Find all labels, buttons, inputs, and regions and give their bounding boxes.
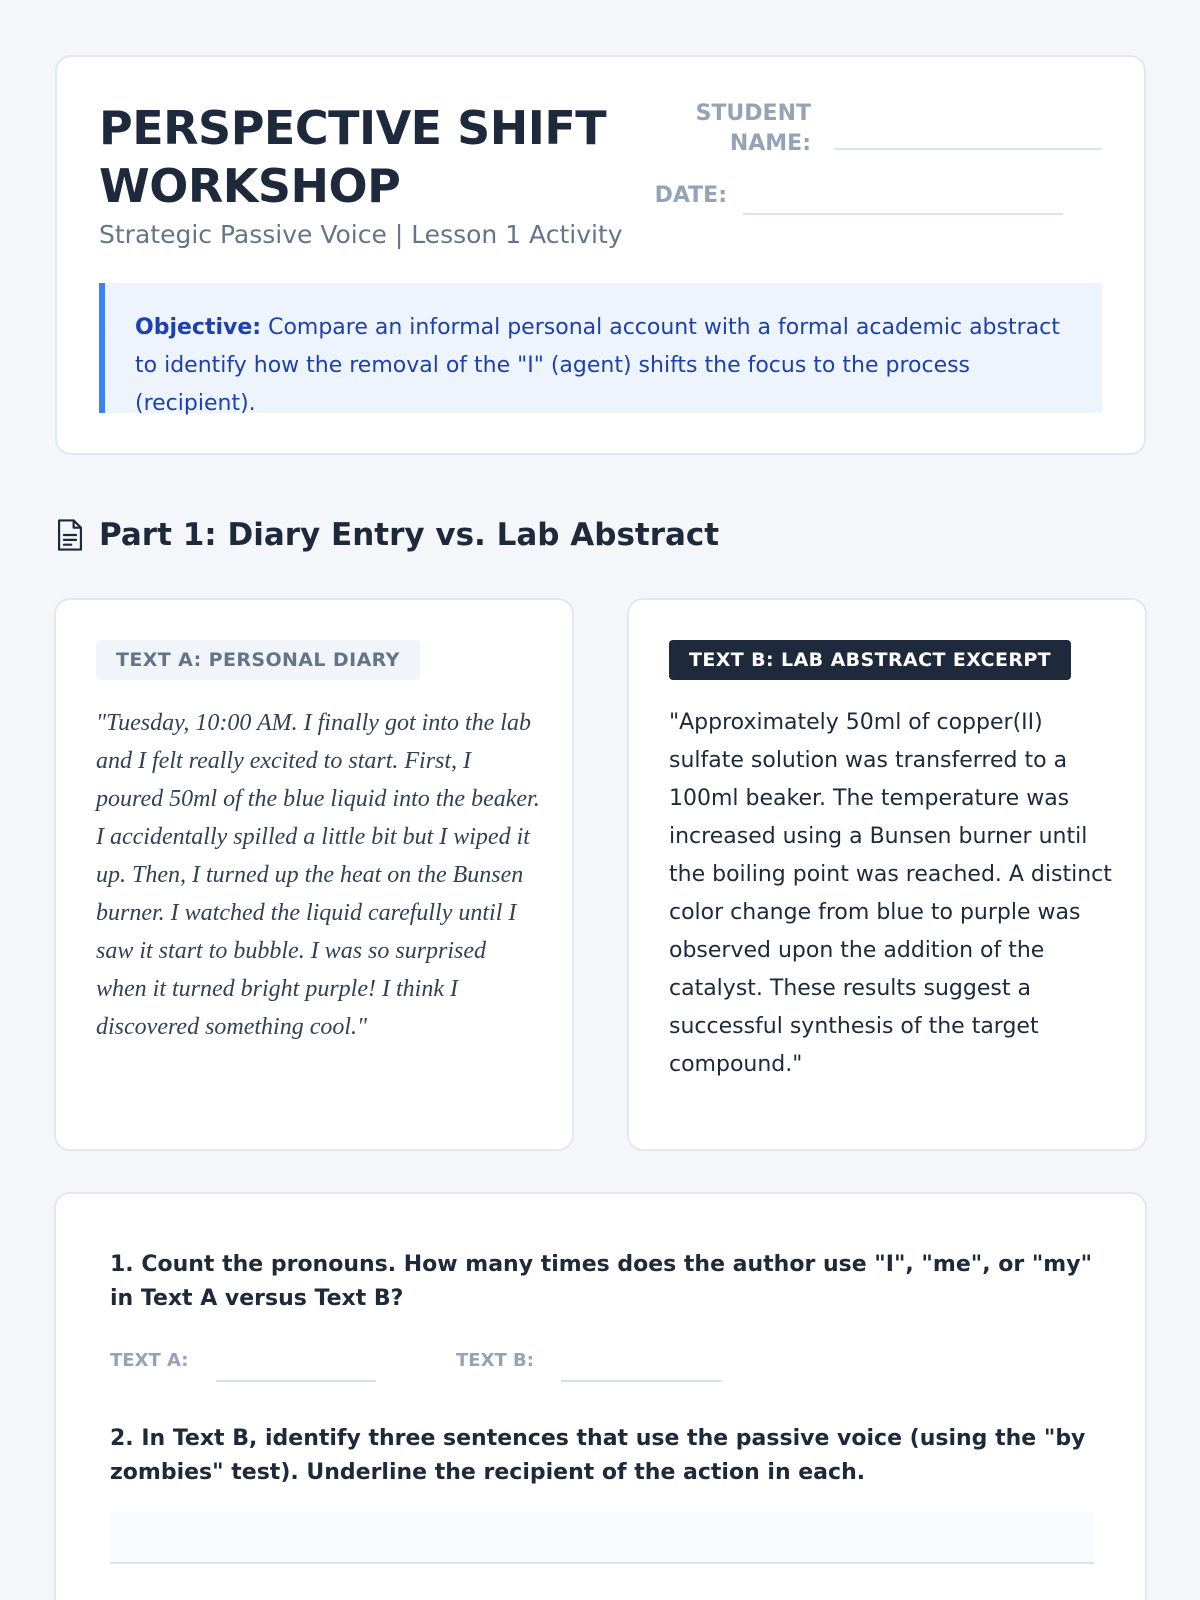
questions-card — [54, 1192, 1147, 1600]
text-a-answer-field[interactable] — [216, 1380, 376, 1382]
page-subtitle: Strategic Passive Voice | Lesson 1 Activity — [99, 220, 623, 249]
text-b-answer-field[interactable] — [561, 1380, 721, 1382]
text-b-card — [627, 598, 1147, 1151]
text-a-card — [54, 598, 574, 1151]
text-b-tag: TEXT B: LAB ABSTRACT EXCERPT — [669, 640, 1071, 680]
text-a-answer-label: TEXT A: — [110, 1350, 189, 1371]
text-a-tag: TEXT A: PERSONAL DIARY — [96, 640, 420, 680]
date-label: DATE: — [654, 183, 727, 208]
text-a-body: "Tuesday, 10:00 AM. I finally got into the lab and I felt really excited to start. First, I poured 50ml of the blue liquid into the beaker. I accidentally spilled a little bit but I wiped it up. Then, I turned up the heat on the Bunsen burner. I watched the liquid carefully until I saw it start to bubble. I was so surprised when it turned bright purple! I think I discovered something cool." — [96, 710, 540, 1040]
date-field[interactable] — [743, 213, 1063, 215]
student-name-field[interactable] — [835, 148, 1101, 150]
text-b-body: "Approximately 50ml of copper(II) sulfate solution was transferred to a 100ml beaker. The temperature was increased using a Bunsen burner until the boiling point was reached. A distinct color change from blue to purple was observed upon the addition of the catalyst. These results suggest a successful synthesis of the target compound." — [669, 710, 1112, 1077]
question-2-answer-field[interactable] — [110, 1512, 1094, 1564]
document-icon — [55, 518, 85, 552]
student-name-label: STUDENT NAME: — [695, 101, 811, 156]
page-title: PERSPECTIVE SHIFT WORKSHOP — [99, 101, 607, 213]
objective-box — [99, 283, 1102, 416]
part1-heading — [55, 508, 719, 562]
objective-label: Objective: — [135, 315, 262, 340]
section-title: Part 1: Diary Entry vs. Lab Abstract — [99, 517, 720, 553]
header-card — [55, 55, 1146, 455]
text-b-answer-label: TEXT B: — [456, 1350, 534, 1371]
objective-text: Compare an informal personal account with a formal academic abstract to identify how the removal of the "I" (agent) shifts the focus to the process (recipient). — [135, 315, 1060, 416]
question-1: 1. Count the pronouns. How many times does the author use "I", "me", or "my" in Text A versus Text B? — [110, 1252, 1093, 1311]
question-2: 2. In Text B, identify three sentences that use the passive voice (using the "by zombies" test). Underline the recipient of the action in each. — [110, 1426, 1086, 1485]
